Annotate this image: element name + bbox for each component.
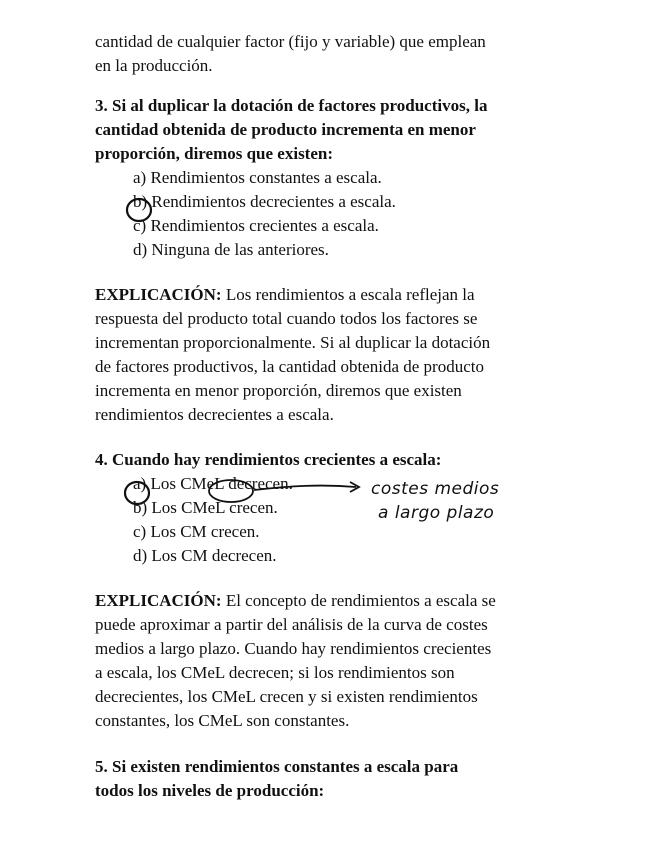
option-c: c) Rendimientos crecientes a escala. bbox=[133, 216, 379, 235]
question-5-title-line: todos los niveles de producción: bbox=[95, 781, 325, 800]
option-c: c) Los CM crecen. bbox=[133, 522, 260, 541]
explanation-text: El concepto de rendimientos a escala se bbox=[221, 591, 496, 610]
question-4-title: 4. Cuando hay rendimientos crecientes a escala: bbox=[95, 450, 442, 469]
explanation-label: EXPLICACIÓN: bbox=[95, 285, 222, 304]
question-3-options bbox=[95, 166, 575, 262]
explanation-line: a escala, los CMeL decrecen; si los rendimientos son bbox=[95, 663, 455, 682]
explanation-line: de factores productivos, la cantidad obtenida de producto bbox=[95, 357, 484, 376]
explanation-line: medios a largo plazo. Cuando hay rendimientos crecientes bbox=[95, 639, 492, 658]
intro-line-1: cantidad de cualquier factor (fijo y variable) que emplean bbox=[95, 32, 486, 51]
option-b-circled: b) Rendimientos decrecientes a escala. bbox=[133, 192, 396, 211]
intro-line-2: en la producción. bbox=[95, 56, 213, 75]
explanation-line: constantes, los CMeL son constantes. bbox=[95, 711, 350, 730]
question-5 bbox=[95, 755, 575, 803]
question-5-title-line: 5. Si existen rendimientos constantes a escala para bbox=[95, 757, 459, 776]
option-a: a) Rendimientos constantes a escala. bbox=[133, 168, 382, 187]
explanation-line: decrecientes, los CMeL crecen y si existen rendimientos bbox=[95, 687, 478, 706]
handwritten-note-line-1: costes medios bbox=[371, 479, 500, 499]
question-3-title-line: cantidad obtenida de producto incrementa en menor bbox=[95, 120, 476, 139]
option-d: d) Ninguna de las anteriores. bbox=[133, 240, 329, 259]
explanation-4 bbox=[95, 589, 575, 733]
option-b: b) Los CMeL crecen. bbox=[133, 498, 278, 517]
explanation-3 bbox=[95, 283, 575, 427]
explanation-line: incrementan proporcionalmente. Si al duplicar la dotación bbox=[95, 333, 491, 352]
question-3-title-line: 3. Si al duplicar la dotación de factores productivos, la bbox=[95, 96, 488, 115]
explanation-line: incrementa en menor proporción, diremos que existen bbox=[95, 381, 462, 400]
question-3-title-line: proporción, diremos que existen: bbox=[95, 144, 334, 163]
explanation-line: puede aproximar a partir del análisis de la curva de costes bbox=[95, 615, 488, 634]
question-4-options bbox=[95, 472, 575, 568]
question-3 bbox=[95, 94, 575, 262]
explanation-line: rendimientos decrecientes a escala. bbox=[95, 405, 334, 424]
option-a-circled: a) Los CMeL decrecen. bbox=[133, 474, 293, 493]
explanation-line: respuesta del producto total cuando todos los factores se bbox=[95, 309, 478, 328]
option-d: d) Los CM decrecen. bbox=[133, 546, 277, 565]
explanation-label: EXPLICACIÓN: bbox=[95, 591, 222, 610]
handwritten-note-line-2: a largo plazo bbox=[378, 503, 495, 523]
explanation-text: Los rendimientos a escala reflejan la bbox=[221, 285, 475, 304]
document-page bbox=[95, 30, 575, 803]
question-4 bbox=[95, 448, 575, 568]
